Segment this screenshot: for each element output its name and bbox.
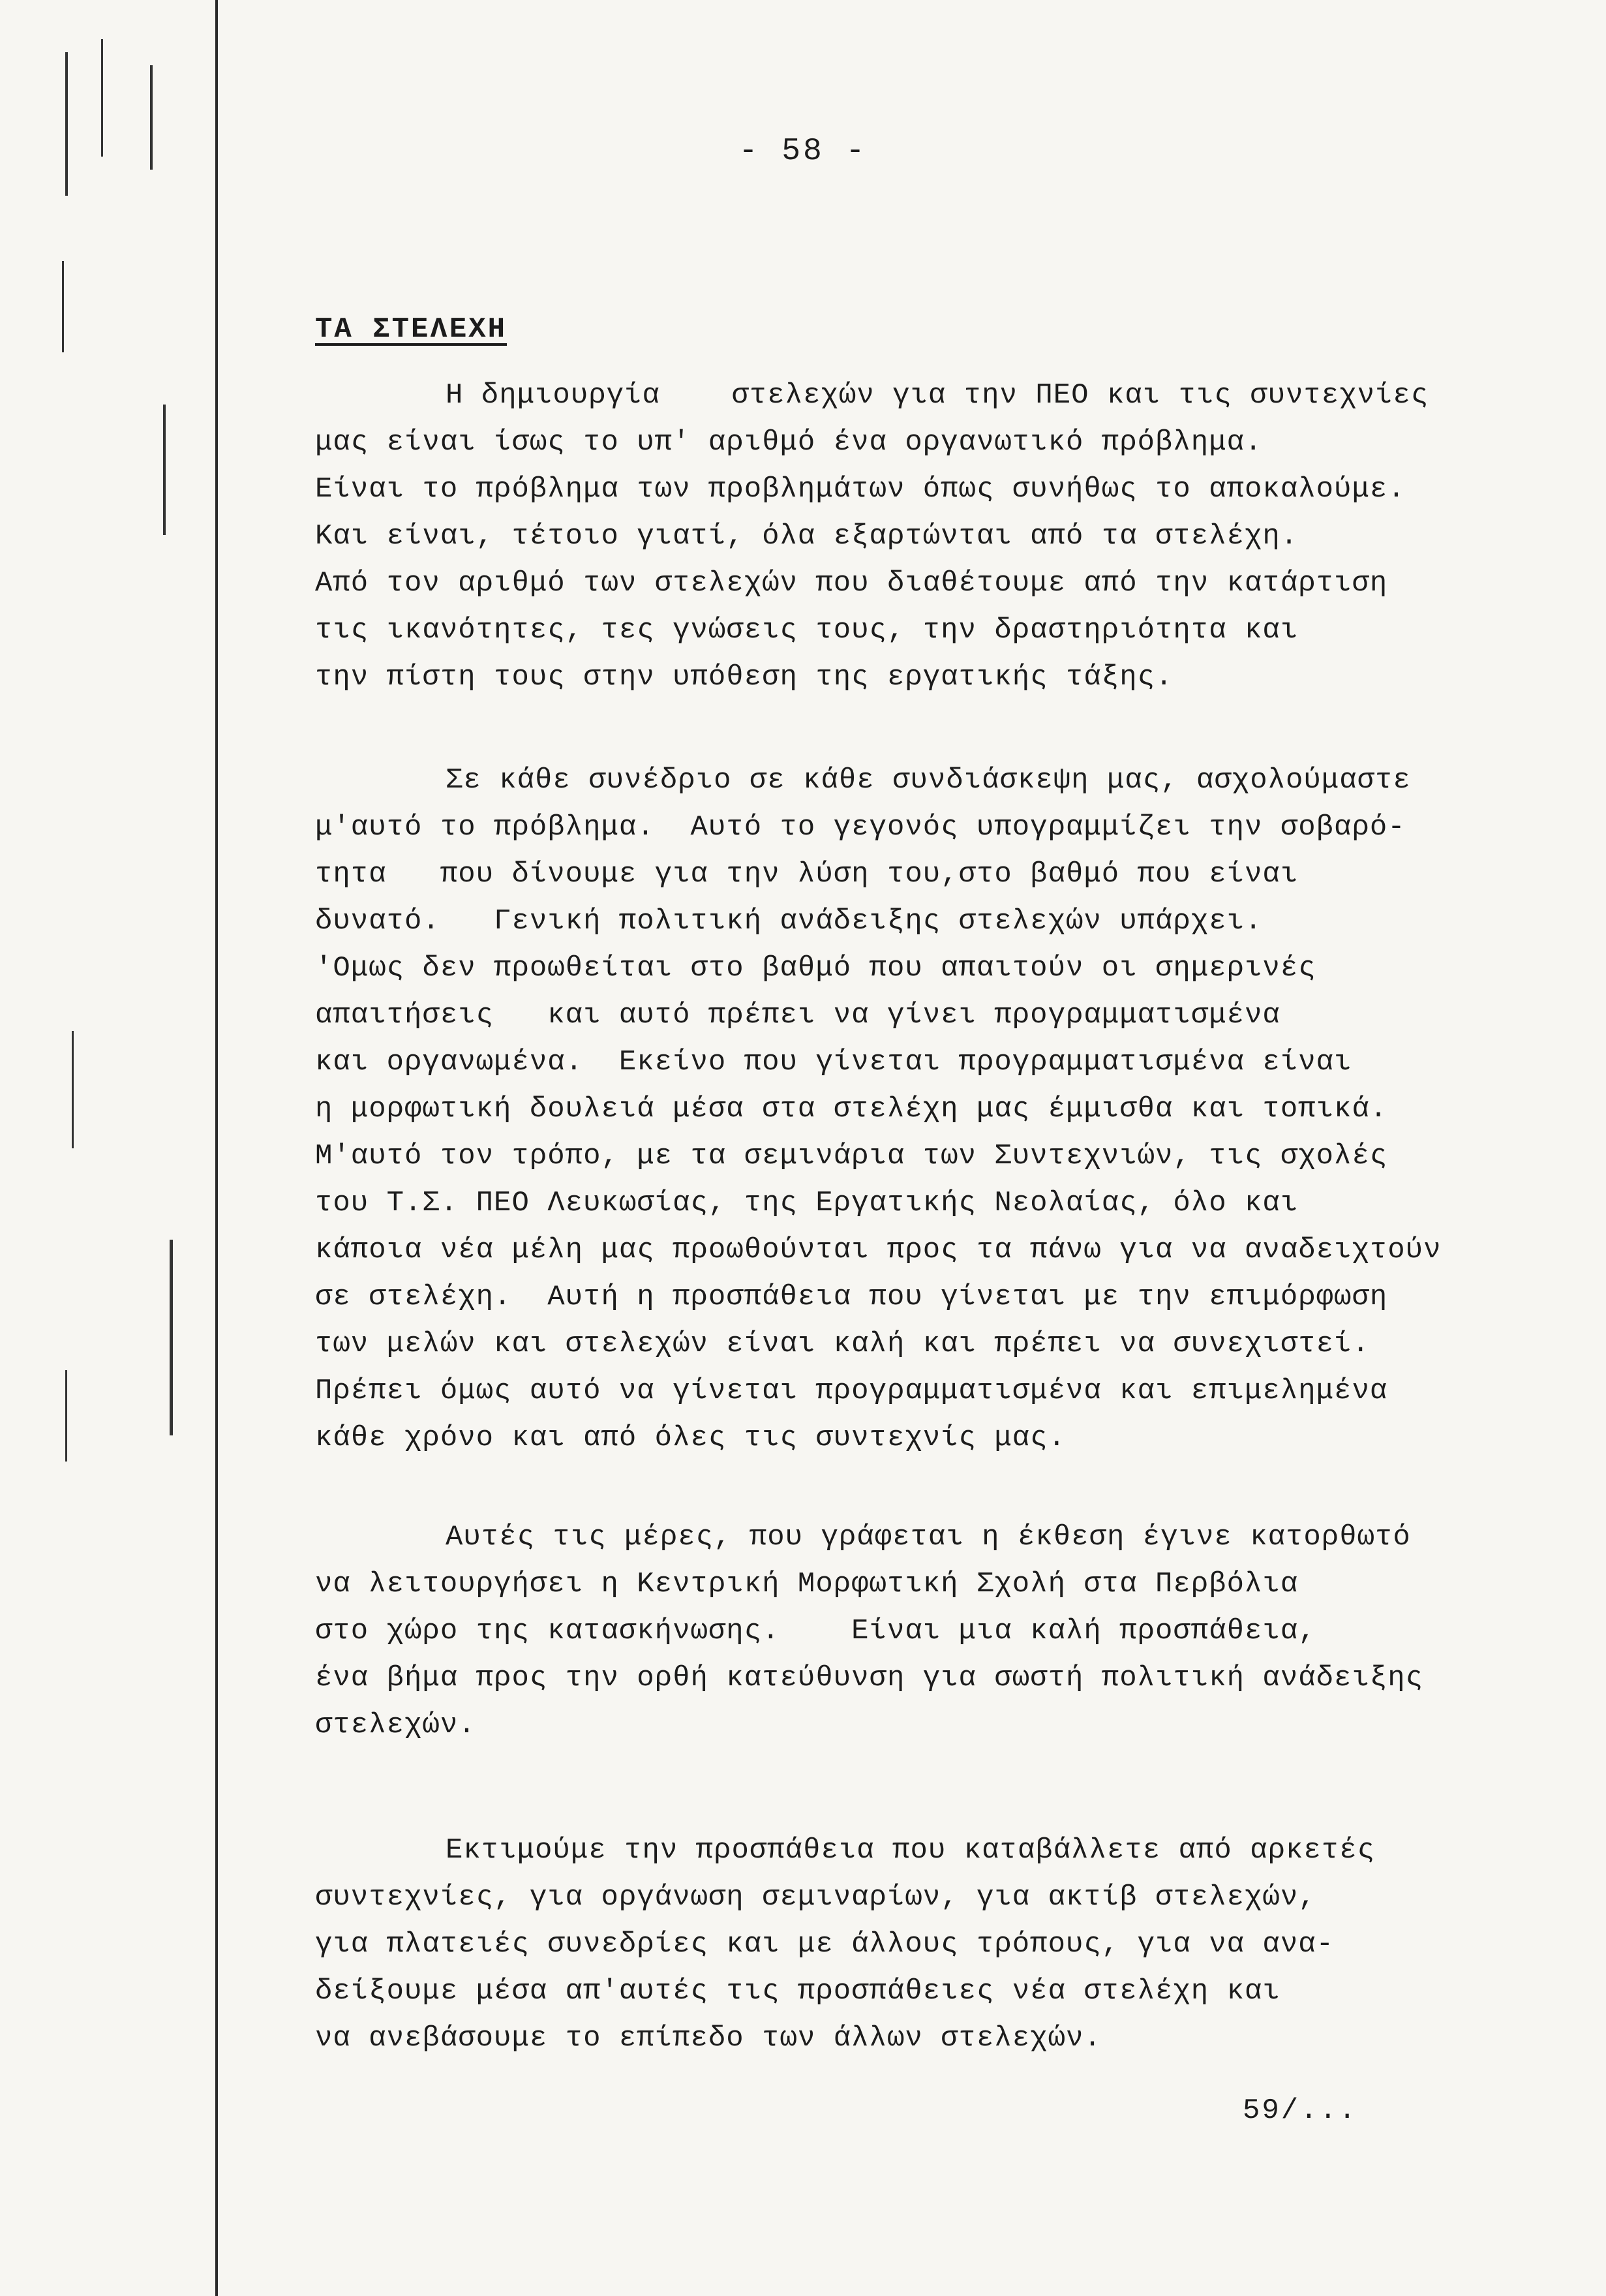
scan-artifact (72, 1031, 74, 1148)
scan-artifact (163, 405, 166, 535)
text-line: απαιτήσεις και αυτό πρέπει να γίνει προγραμματισμένα (315, 999, 1280, 1032)
scan-artifact (62, 261, 64, 352)
paragraph-1 (315, 372, 1541, 701)
text-line: Η δημιουργία στελεχών για την ΠΕΟ και τις συντεχνίες (446, 379, 1429, 412)
continuation-marker: 59/... (1243, 2094, 1358, 2127)
text-line: δυνατό. Γενική πολιτική ανάδειξης στελεχών υπάρχει. (315, 905, 1263, 938)
text-line: να ανεβάσουμε το επίπεδο των άλλων στελεχών. (315, 2022, 1102, 2055)
text-line: Σε κάθε συνέδριο σε κάθε συνδιάσκεψη μας, ασχολούμαστε (446, 764, 1411, 797)
text-line: του Τ.Σ. ΠΕΟ Λευκωσίας, της Εργατικής Νεολαίας, όλο και (315, 1187, 1299, 1219)
text-line: δείξουμε μέσα απ'αυτές τις προσπάθειες νέα στελέχη και (315, 1975, 1280, 2008)
text-line: Είναι το πρόβλημα των προβλημάτων όπως συνήθως το αποκαλούμε. (315, 473, 1406, 506)
text-line: 'Ομως δεν προωθείται στο βαθμό που απαιτούν οι σημερινές (315, 952, 1316, 985)
text-line: να λειτουργήσει η Κεντρική Μορφωτική Σχολή στα Περβόλια (315, 1568, 1299, 1600)
text-line: την πίστη τους στην υπόθεση της εργατικής τάξης. (315, 661, 1174, 694)
text-line: κάποια νέα μέλη μας προωθούνται προς τα πάνω για να αναδειχτούν (315, 1234, 1442, 1266)
scan-artifact (65, 52, 68, 196)
text-line: κάθε χρόνο και από όλες τις συντεχνίς μας. (315, 1422, 1066, 1454)
paragraph-3 (315, 1514, 1541, 1749)
section-heading: ΤΑ ΣΤΕΛΕΧΗ (315, 313, 508, 346)
text-line: στο χώρο της κατασκήνωσης. Είναι μια καλή προσπάθεια, (315, 1615, 1316, 1647)
text-line: Μ'αυτό τον τρόπο, με τα σεμινάρια των Συντεχνιών, τις σχολές (315, 1140, 1388, 1172)
text-line: μας είναι ίσως το υπ' αριθμό ένα οργανωτικό πρόβλημα. (315, 426, 1263, 459)
paragraph-4 (315, 1827, 1541, 2062)
left-margin-rule (215, 0, 218, 2296)
scan-artifact (170, 1240, 173, 1435)
text-line: συντεχνίες, για οργάνωση σεμιναρίων, για ακτίβ στελεχών, (315, 1881, 1316, 1914)
text-line: Πρέπει όμως αυτό να γίνεται προγραμματισμένα και επιμελημένα (315, 1375, 1388, 1407)
scan-artifact (65, 1370, 67, 1462)
text-line: η μορφωτική δουλειά μέσα στα στελέχη μας έμμισθα και τοπικά. (315, 1093, 1388, 1125)
text-line: ένα βήμα προς την ορθή κατεύθυνση για σωστή πολιτική ανάδειξης (315, 1662, 1424, 1694)
text-line: τις ικανότητες, τες γνώσεις τους, την δραστηριότητα και (315, 614, 1299, 647)
text-line: και οργανωμένα. Εκείνο που γίνεται προγραμματισμένα είναι (315, 1046, 1352, 1079)
text-line: για πλατειές συνεδρίες και με άλλους τρόπους, για να ανα- (315, 1928, 1335, 1961)
text-line: τητα που δίνουμε για την λύση του,στο βαθμό που είναι (315, 858, 1299, 891)
text-line: σε στελέχη. Αυτή η προσπάθεια που γίνεται με την επιμόρφωση (315, 1281, 1388, 1313)
text-line: μ'αυτό το πρόβλημα. Αυτό το γεγονός υπογραμμίζει την σοβαρό- (315, 811, 1406, 844)
text-line: Και είναι, τέτοιο γιατί, όλα εξαρτώνται από τα στελέχη. (315, 520, 1299, 553)
text-line: Αυτές τις μέρες, που γράφεται η έκθεση έγινε κατορθωτό (446, 1521, 1411, 1554)
text-line: Εκτιμούμε την προσπάθεια που καταβάλλετε από αρκετές (446, 1834, 1376, 1867)
page-number: - 58 - (738, 134, 868, 169)
paragraph-2 (315, 757, 1541, 1462)
text-line: στελεχών. (315, 1709, 476, 1741)
text-line: των μελών και στελεχών είναι καλή και πρέπει να συνεχιστεί. (315, 1328, 1370, 1360)
text-line: Από τον αριθμό των στελεχών που διαθέτουμε από την κατάρτιση (315, 567, 1388, 600)
